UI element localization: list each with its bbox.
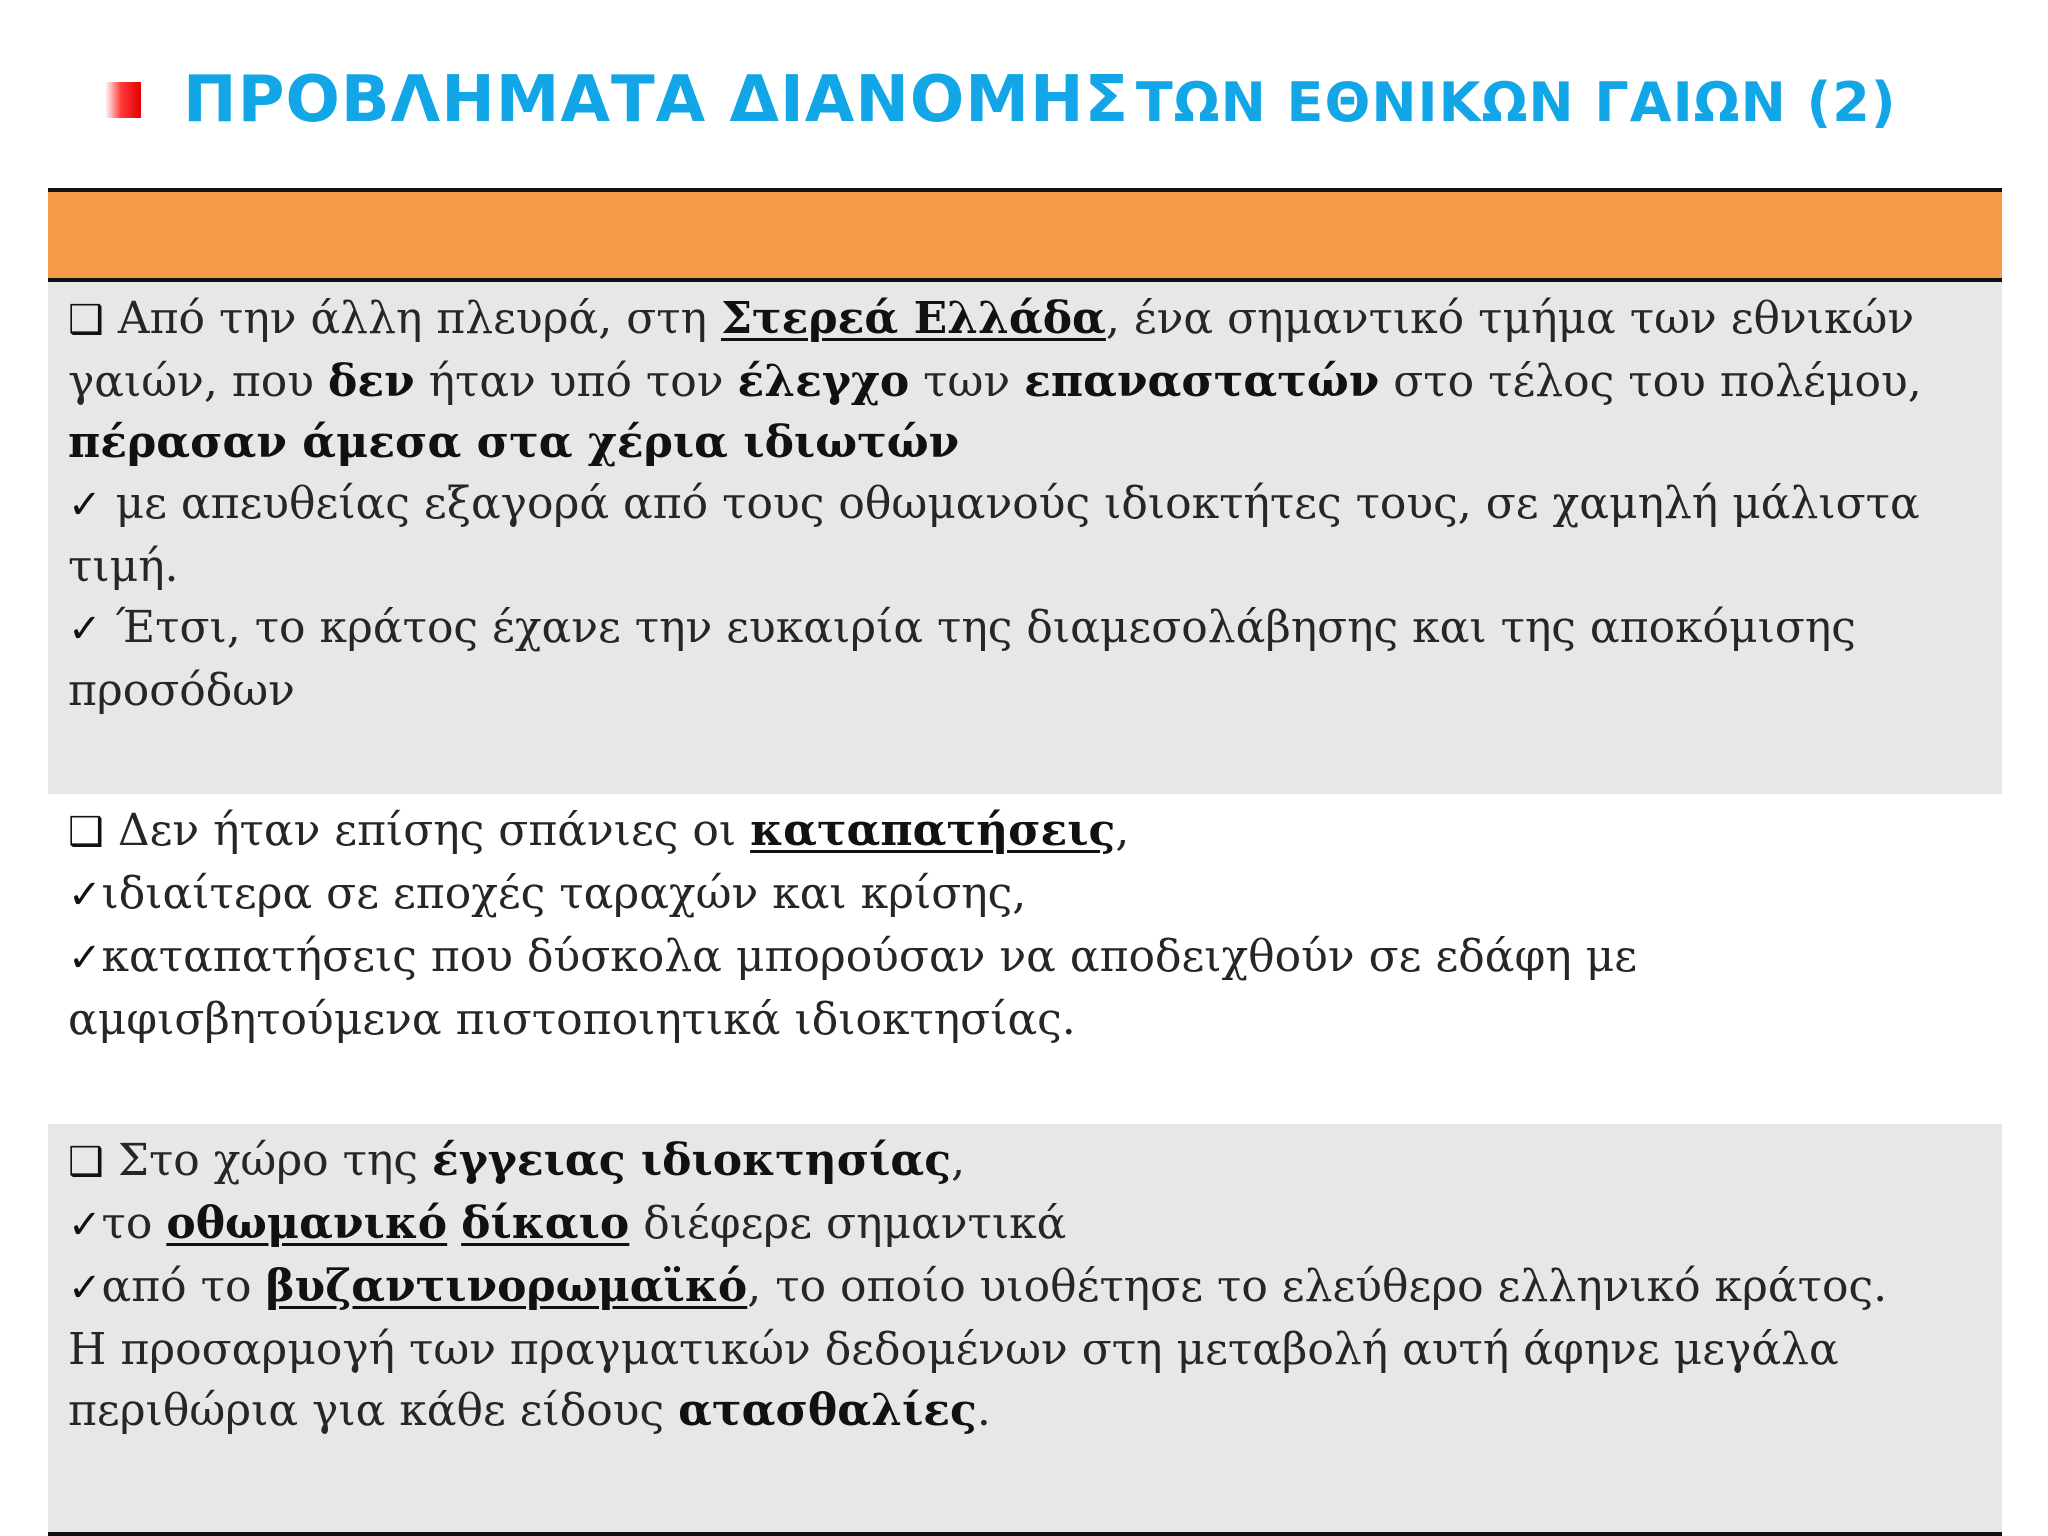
text: περιθώρια για κάθε είδους <box>68 1385 679 1436</box>
text: Δεν ήταν επίσης σπάνιες οι <box>103 805 751 856</box>
row3-line2 <box>68 1193 1982 1256</box>
text: με απευθείας εξαγορά από τους οθωμανούς ιδιοκτήτες τους, σε χαμηλή μάλιστα <box>101 478 1920 529</box>
text: των <box>909 356 1025 407</box>
text: καταπατήσεις που δύσκολα μπορούσαν να αποδειχθούν σε εδάφη με <box>101 931 1638 982</box>
text-bold-underlined: καταπατήσεις <box>750 805 1116 856</box>
content-table <box>48 188 2002 1536</box>
check-icon: ✓ <box>68 935 102 981</box>
red-square-bullet-icon <box>105 82 141 118</box>
row2-line3 <box>68 926 1982 989</box>
text: Στο χώρο της <box>103 1135 432 1186</box>
check-icon: ✓ <box>68 606 102 652</box>
row2-line1 <box>68 800 1982 863</box>
check-icon: ✓ <box>68 872 102 918</box>
row3-line3 <box>68 1256 1982 1319</box>
text: Έτσι, το κράτος έχανε την ευκαιρία της διαμεσολάβησης και της αποκόμισης <box>101 602 1856 653</box>
checkbox-bullet-icon: ❑ <box>68 809 104 855</box>
row2-line2 <box>68 863 1982 926</box>
row3-line5 <box>68 1380 1982 1441</box>
text: ιδιαίτερα σε εποχές ταραχών και κρίσης, <box>101 868 1027 919</box>
checkbox-bullet-icon: ❑ <box>68 297 104 343</box>
text: , <box>951 1135 966 1186</box>
text: , ένα σημαντικό τμήμα των εθνικών <box>1105 293 1915 344</box>
row1-line1 <box>68 288 1982 351</box>
table-header-band <box>48 192 2002 278</box>
slide-title <box>105 50 1897 150</box>
text-bold-underlined: οθωμανικό <box>166 1198 448 1249</box>
checkbox-bullet-icon: ❑ <box>68 1139 104 1185</box>
text: διέφερε σημαντικά <box>629 1198 1067 1249</box>
row1-line7: προσόδων <box>68 665 295 716</box>
text: γαιών, που <box>68 356 329 407</box>
text: το <box>101 1198 167 1249</box>
row1-line3: πέρασαν άμεσα στα χέρια ιδιωτών <box>68 417 960 468</box>
text-bold-underlined: βυζαντινορωμαϊκό <box>265 1261 748 1312</box>
text-bold-underlined: δίκαιο <box>461 1198 630 1249</box>
check-icon: ✓ <box>68 1265 102 1311</box>
table-row-katapatiseis <box>48 794 2002 1124</box>
title-part-2: ΤΩΝ ΕΘΝΙΚΩΝ ΓΑΙΩΝ (2) <box>1135 71 1897 134</box>
text: ήταν υπό τον <box>414 356 738 407</box>
text-bold: δεν <box>328 356 415 407</box>
text: , <box>1115 805 1130 856</box>
row1-line6 <box>68 597 1982 660</box>
text: Από την άλλη πλευρά, στη <box>117 293 721 344</box>
text: , το οποίο υιοθέτησε το ελεύθερο ελληνικό κράτος. <box>747 1261 1888 1312</box>
text-bold: ατασθαλίες <box>678 1385 977 1436</box>
table-bottom-rule <box>48 1532 2002 1536</box>
text-bold-underlined: Στερεά Ελλάδα <box>720 293 1106 344</box>
title-text <box>183 63 1897 137</box>
text <box>447 1198 461 1249</box>
text: στο τέλος του πολέμου, <box>1379 356 1922 407</box>
check-icon: ✓ <box>68 482 102 528</box>
row2-line4: αμφισβητούμενα πιστοποιητικά ιδιοκτησίας. <box>68 994 1076 1045</box>
text-bold: επαναστατών <box>1024 356 1380 407</box>
text: . <box>976 1385 991 1436</box>
row1-line5: τιμή. <box>68 541 179 592</box>
text-bold: έλεγχο <box>737 356 910 407</box>
title-part-1: ΠΡΟΒΛΗΜΑΤΑ ΔΙΑΝΟΜΗΣ <box>183 63 1130 137</box>
row3-line4: Η προσαρμογή των πραγματικών δεδομένων στη μεταβολή αυτή άφηνε μεγάλα <box>68 1324 1839 1375</box>
table-row-eggeia-idioktisia <box>48 1124 2002 1532</box>
row1-line2 <box>68 351 1982 412</box>
row1-line4 <box>68 473 1982 536</box>
table-row-sterea-ellada <box>48 282 2002 794</box>
check-icon: ✓ <box>68 1202 102 1248</box>
text: από το <box>101 1261 266 1312</box>
text-bold: έγγειας ιδιοκτησίας <box>432 1135 952 1186</box>
row3-line1 <box>68 1130 1982 1193</box>
